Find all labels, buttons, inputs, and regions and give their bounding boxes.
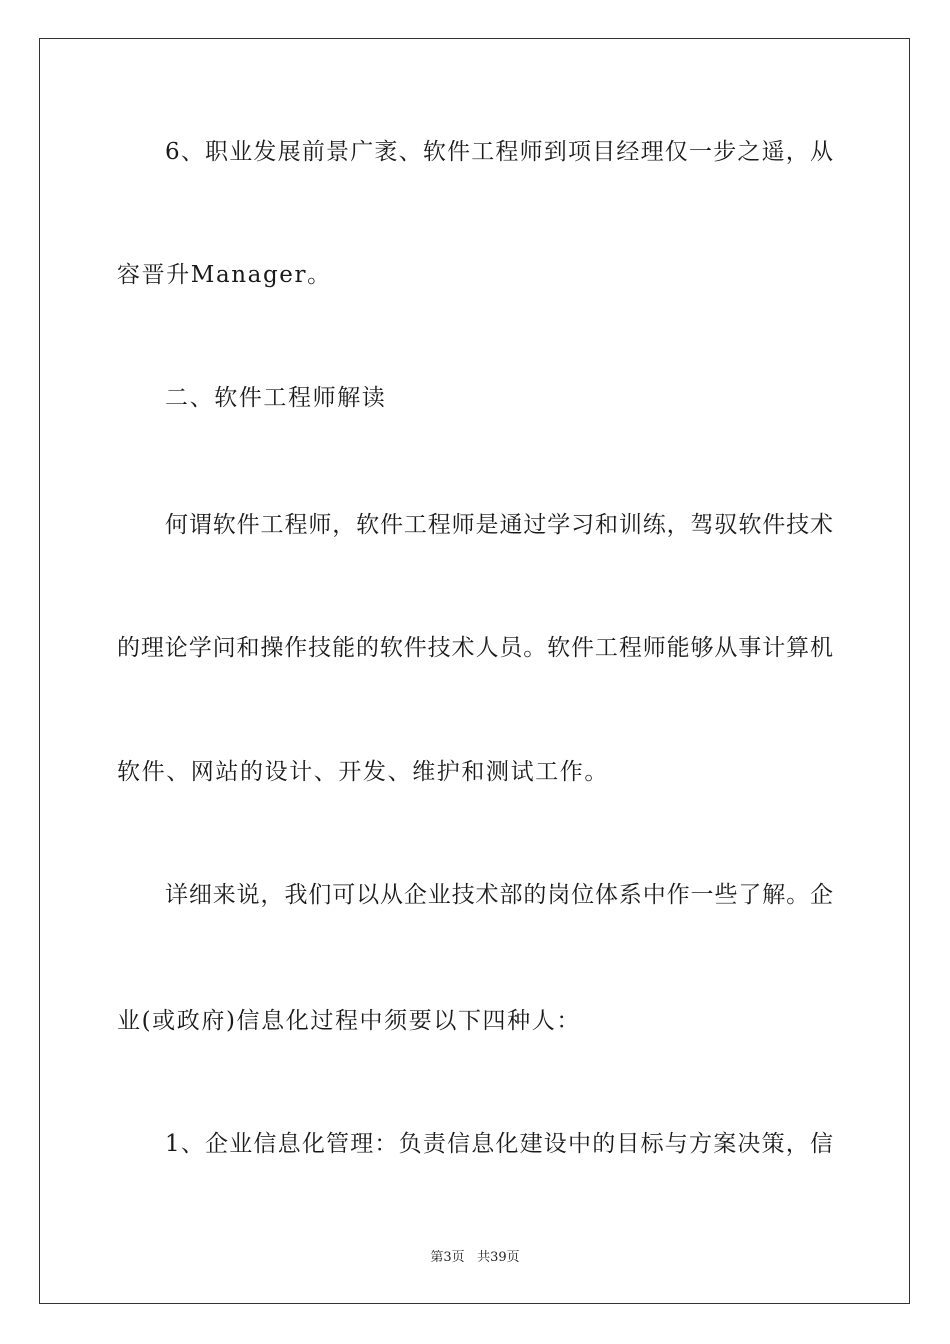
page-footer <box>0 1246 950 1265</box>
paragraph-line: 何谓软件工程师，软件工程师是通过学习和训练，驾驭软件技术 <box>165 512 833 538</box>
section-heading: 二、软件工程师解读 <box>165 385 387 411</box>
paragraph-line: 的理论学问和操作技能的软件技术人员。软件工程师能够从事计算机 <box>117 635 833 661</box>
total-pages: 共39页 <box>477 1250 520 1265</box>
paragraph-line: 6、职业发展前景广袤、软件工程师到项目经理仅一步之遥，从 <box>165 139 833 165</box>
paragraph-line: 软件、网站的设计、开发、维护和测试工作。 <box>117 759 609 785</box>
page-border <box>39 38 910 1304</box>
paragraph-line: 1、企业信息化管理：负责信息化建设中的目标与方案决策，信 <box>165 1131 833 1157</box>
page-number: 第3页 <box>430 1250 465 1265</box>
paragraph-line: 详细来说，我们可以从企业技术部的岗位体系中作一些了解。企 <box>165 882 833 908</box>
paragraph-line: 业(或政府)信息化过程中须要以下四种人： <box>117 1008 581 1034</box>
paragraph-line: 容晋升Manager。 <box>117 262 332 288</box>
